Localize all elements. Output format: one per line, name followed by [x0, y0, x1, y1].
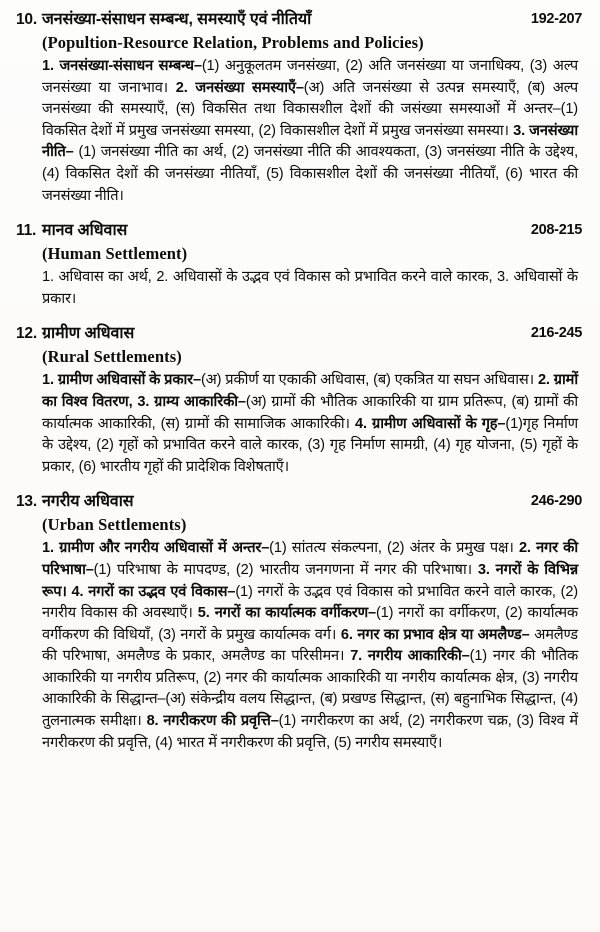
chapter-number: 10. [16, 11, 37, 28]
chapter-number: 12. [16, 325, 37, 343]
page-range: 192-207 [530, 11, 582, 27]
toc-entry-header [16, 10, 582, 30]
chapter-title-hindi: जनसंख्या-संसाधन सम्बन्ध, समस्याएँ एवं नीतियाँ [42, 11, 312, 28]
chapter-contents-list: 1. ग्रामीण अधिवासों के प्रकार–(अ) प्रकीर्ण या एकाकी अधिवास, (ब) एकत्रित या सघन अधिवास। 2. ग्रामों का विश्व वितरण, 3. ग्राम्य आकारिकी–(अ) ग्रामों की भौतिक आकारिकी या ग्राम प्रतिरूप, (ब) ग्रामों की कार्यात्मक आकारिकी, (स) ग्रामों की सामाजिक आकारिकी। 4. ग्रामीण अधिवासों के गृह–(1)गृह निर्माण के उद्देश्य, (2) गृहों को प्रभावित करने वाले कारक, (3) गृह निर्माण सामग्री, (4) गृह योजना, (5) गृहों के प्रकार, (6) भारतीय गृहों की प्रादेशिक विशेषताएँ। [42, 372, 578, 475]
page-range: 246-290 [530, 493, 582, 510]
chapter-contents-list: 1. अधिवास का अर्थ, 2. अधिवासों के उद्भव एवं विकास को प्रभावित करने वाले कारक, 3. अधिवासों के प्रकार। [42, 269, 578, 307]
page-range: 208-215 [530, 222, 582, 239]
chapter-title-english: (Popultion-Resource Relation, Problems and Policies) [42, 33, 424, 52]
toc-entry-header-left [16, 324, 523, 344]
toc-entry-header-left [16, 10, 523, 30]
chapter-title-hindi: नगरीय अधिवास [42, 493, 134, 511]
chapter-contents-list: 1. ग्रामीण और नगरीय अधिवासों में अन्तर–(1) सांतत्य संकल्पना, (2) अंतर के प्रमुख पक्ष। 2. नगर की परिभाषा–(1) परिभाषा के मापदण्ड, (2) भारतीय जनगणना में नगर की परिभाषा। 3. नगरों के विभिन्न रूप। 4. नगरों का उद्भव एवं विकास–(1) नगरों के उद्भव एवं विकास को प्रभावित करने वाले कारक, (2) नगरीय विकास की अवस्थाएँ। 5. नगरों का कार्यात्मक वर्गीकरण–(1) नगरों का वर्गीकरण, (2) कार्यात्मक वर्गीकरण की विधियाँ, (3) नगरों के प्रमुख कार्यात्मक वर्ग। 6. नगर का प्रभाव क्षेत्र या अमलैण्ड– अमलैण्ड की परिभाषा, अमलैण्ड के प्रकार, अमलैण्ड का परिसीमन। 7. नगरीय आकारिकी–(1) नगर की भौतिक आकारिकी या नगरीय प्रतिरूप, (2) नगर की कार्यात्मक आकारिकी या नगरीय कार्यात्मक क्षेत्र, (3) नगरीय आकारिकी के सिद्धान्त–(अ) संकेन्द्रीय वलय सिद्धान्त, (ब) प्रखण्ड सिद्धान्त, (स) बहुनाभिक सिद्धान्त, (4) तुलनात्मक समीक्षा। 8. नगरीकरण की प्रवृत्ति–(1) नगरीकरण का अर्थ, (2) नगरीकरण चक्र, (3) विश्व में नगरीकरण की प्रवृत्ति, (4) भारत में नगरीकरण की प्रवृत्ति, (5) नगरीय समस्याएँ। [42, 540, 579, 751]
toc-entry-header [16, 492, 582, 512]
toc-entry [16, 324, 582, 478]
chapter-title-hindi: मानव अधिवास [42, 222, 128, 240]
toc-entry [16, 10, 582, 207]
chapter-title-english: (Human Settlement) [42, 244, 188, 264]
toc-entry [16, 221, 582, 310]
toc-entry [16, 492, 582, 754]
page-range: 216-245 [530, 325, 582, 342]
toc-entry-header-left [16, 221, 523, 241]
chapter-title-hindi: ग्रामीण अधिवास [42, 325, 135, 343]
toc-entry-header [16, 324, 582, 344]
chapter-number: 11. [16, 222, 37, 240]
chapter-title-english: (Urban Settlements) [42, 515, 187, 535]
chapter-contents-list: 1. जनसंख्या-संसाधन सम्बन्ध–(1) अनुकूलतम जनसंख्या, (2) अति जनसंख्या या जनाधिक्य, (3) अल्प जनसंख्या या जनाभाव। 2. जनसंख्या समस्याएँ–(अ) अति जनसंख्या से उत्पन्न समस्याएँ, (ब) अल्प जनसंख्या की समस्याएँ, (स) विकसित तथा विकासशील देशों की जसंख्या समस्याओं में अन्तर–(1) विकसित देशों में प्रमुख जनसंख्या समस्या, (2) विकासशील देशों में प्रमुख जनसंख्या समस्या। 3. जनसंख्या नीति– (1) जनसंख्या नीति का अर्थ, (2) जनसंख्या नीति की आवश्यकता, (3) जनसंख्या नीति के उद्देश्य, (4) विकसित देशों की जनसंख्या नीतियाँ, (5) विकासशील देशों की जनसंख्या नीतियाँ, (6) भारत की जनसंख्या नीति। [42, 58, 579, 204]
toc-entry-header-left [16, 492, 523, 512]
toc-entry-header [16, 221, 582, 241]
chapter-number: 13. [16, 493, 37, 511]
chapter-title-english: (Rural Settlements) [42, 347, 182, 367]
